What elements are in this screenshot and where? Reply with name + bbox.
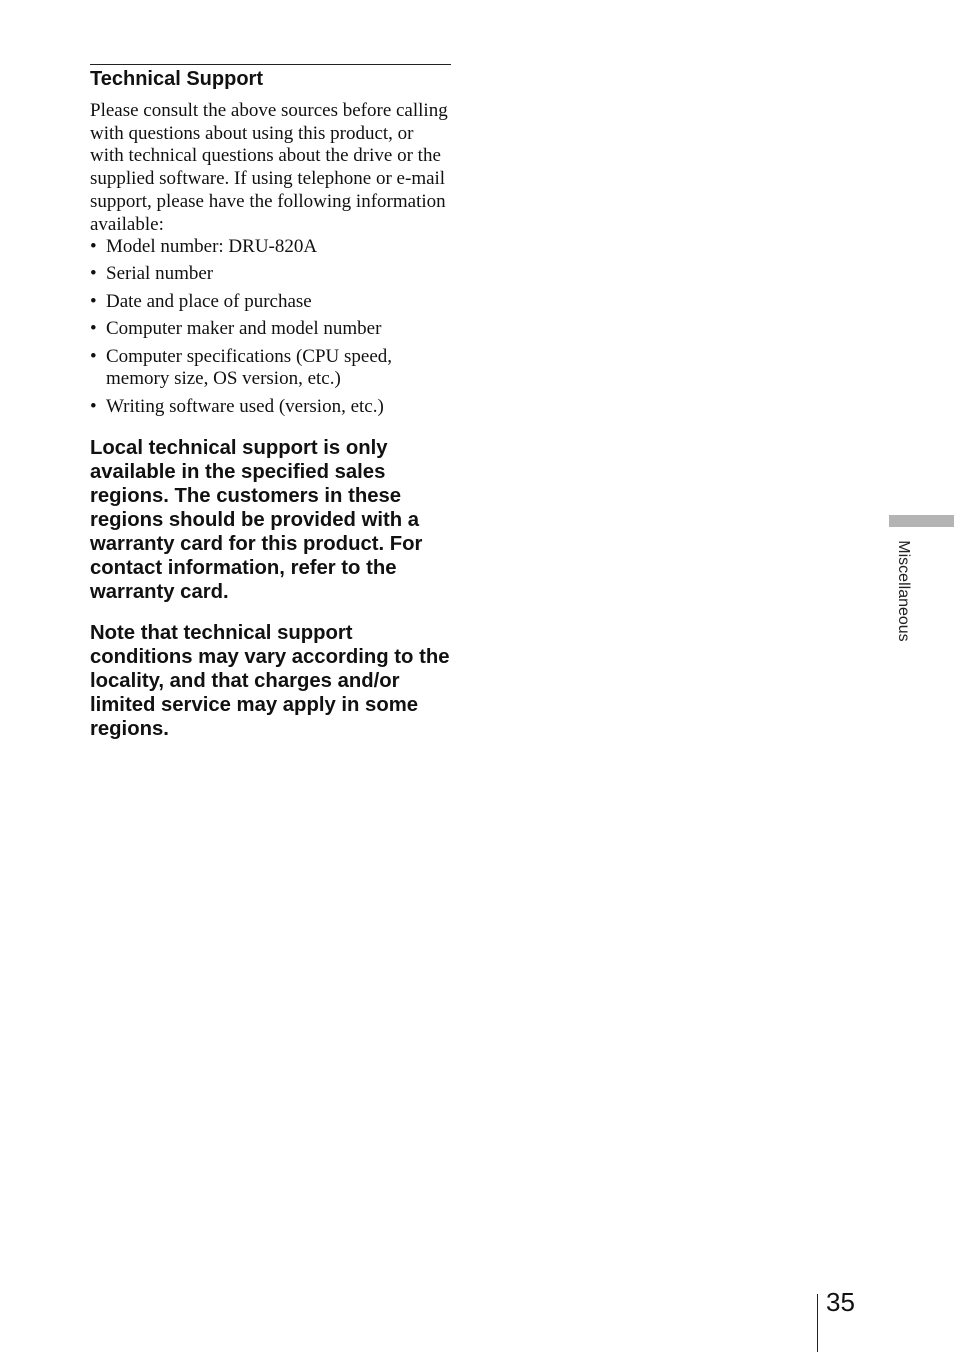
section-divider-rule <box>90 64 451 65</box>
page-number: 35 <box>826 1287 855 1317</box>
section-heading: Technical Support <box>90 68 263 90</box>
bullet-icon: • <box>90 263 97 285</box>
list-item-text: Serial number <box>106 263 214 285</box>
bullet-icon: • <box>90 236 97 257</box>
chapter-tab-marker <box>889 515 954 527</box>
required-info-list <box>90 236 452 423</box>
regional-support-notice: Local technical support is only available in the specified sales regions. The customers in these regions should be provided with a warranty card for this product. For contact information, refer to the warranty card. <box>90 437 423 603</box>
list-item <box>90 291 452 314</box>
bullet-icon: • <box>90 318 97 340</box>
list-item <box>90 396 452 419</box>
list-item <box>90 346 452 391</box>
list-item-text: Computer maker and model number <box>106 318 382 340</box>
list-item-text: Date and place of purchase <box>106 290 312 312</box>
bullet-icon: • <box>90 290 97 312</box>
bullet-icon: • <box>90 395 97 417</box>
page-number-rule <box>817 1294 818 1352</box>
support-conditions-notice: Note that technical support conditions may vary according to the locality, and that charges and/or limited service may apply in some regions. <box>90 622 450 740</box>
list-item <box>90 236 452 259</box>
chapter-tab-label: Miscellaneous <box>895 540 912 642</box>
list-item-text: Computer specifications (CPU speed, memory size, OS version, etc.) <box>106 345 393 390</box>
bullet-icon: • <box>90 345 97 367</box>
list-item <box>90 318 452 341</box>
list-item-text: Writing software used (version, etc.) <box>106 395 384 417</box>
list-item-text: Model number: DRU-820A <box>106 236 318 257</box>
intro-paragraph: Please consult the above sources before calling with questions about using this product, or with technical questions about the drive or the supplied software. If using telephone or e-mail support, please have the following information available: <box>90 100 448 235</box>
list-item <box>90 263 452 286</box>
